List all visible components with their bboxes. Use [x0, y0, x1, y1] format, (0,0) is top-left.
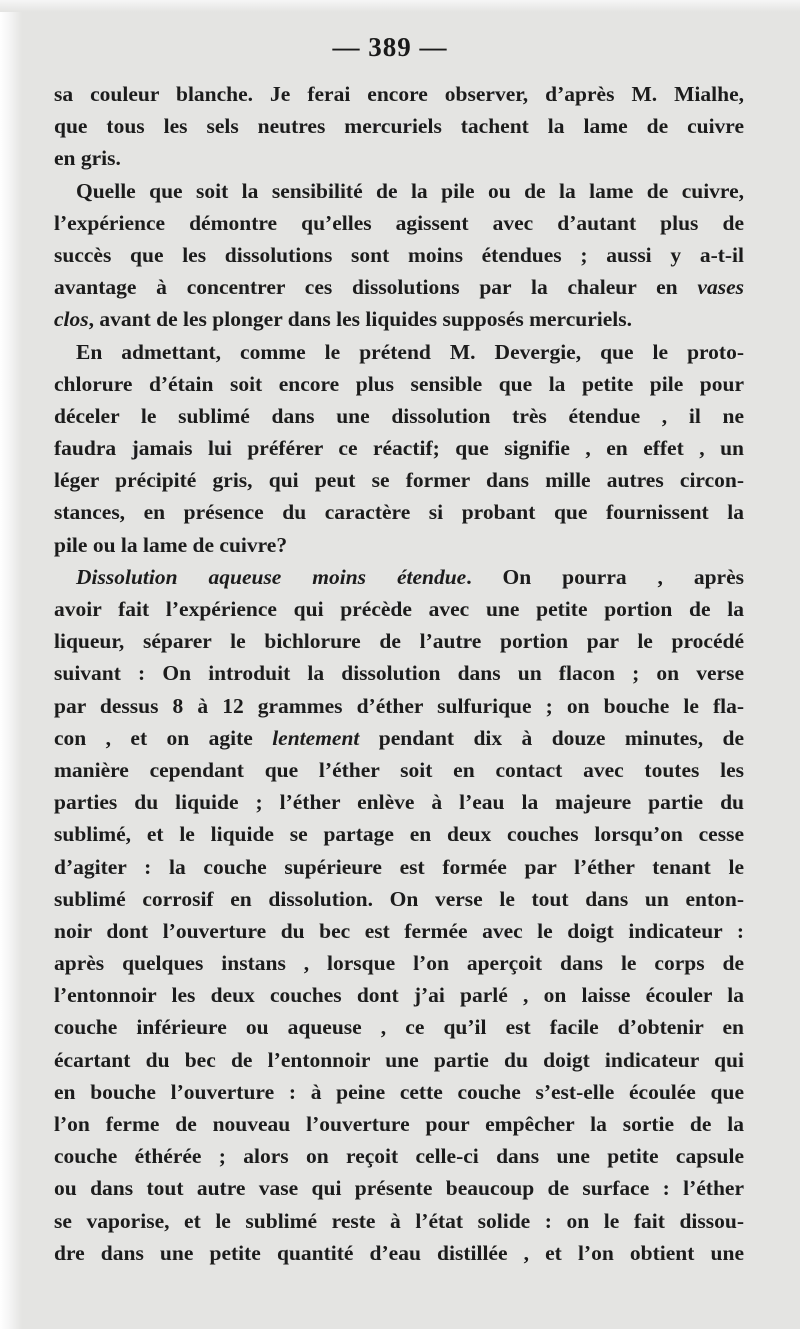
text-segment: déceler le sublimé dans une dissolution très étendue , il ne	[54, 403, 744, 428]
text-segment: noir dont l’ouverture du bec est fermée avec le doigt indicateur :	[54, 918, 744, 943]
text-line	[54, 786, 744, 818]
text-segment: dre dans une petite quantité d’eau distillée , et l’on obtient une	[54, 1240, 744, 1265]
text-line	[54, 1172, 744, 1204]
text-line	[54, 561, 744, 593]
text-segment: couche éthérée ; alors on reçoit celle-ci dans une petite capsule	[54, 1144, 744, 1169]
text-line	[54, 657, 744, 689]
text-segment: sublimé, et le liquide se partage en deux couches lorsqu’on cesse	[54, 822, 744, 847]
page-edge-left	[0, 0, 22, 1329]
text-line	[54, 947, 744, 979]
text-segment: Quelle que soit la sensibilité de la pile ou de la lame de cuivre,	[76, 178, 744, 203]
text-segment: léger précipité gris, qui peut se former dans mille autres circon-	[54, 468, 744, 493]
text-line	[54, 593, 744, 625]
italic-text: Dissolution aqueuse moins étendue	[76, 564, 467, 589]
text-segment: pile ou la lame de cuivre?	[54, 532, 288, 557]
text-segment: sublimé corrosif en dissolution. On verse le tout dans un enton-	[54, 886, 744, 911]
text-segment: chlorure d’étain soit encore plus sensible que la petite pile pour	[54, 371, 744, 396]
page-number: — 389 —	[332, 32, 448, 62]
text-line	[54, 851, 744, 883]
text-line	[54, 979, 744, 1011]
text-line	[54, 432, 744, 464]
text-line	[54, 722, 744, 754]
text-line	[54, 1108, 744, 1140]
text-line	[54, 239, 744, 271]
text-segment: ou dans tout autre vase qui présente beaucoup de surface : l’éther	[54, 1176, 744, 1201]
text-line	[54, 400, 744, 432]
text-segment: après quelques instans , lorsque l’on aperçoit dans le corps de	[54, 951, 744, 976]
text-segment: . On pourra , après	[466, 564, 744, 589]
text-segment: , avant de les plonger dans les liquides supposés mercuriels.	[88, 307, 632, 332]
text-line	[54, 883, 744, 915]
text-line	[54, 1044, 744, 1076]
text-line	[54, 690, 744, 722]
text-line	[54, 1140, 744, 1172]
text-line	[54, 754, 744, 786]
text-line	[54, 818, 744, 850]
text-segment: se vaporise, et le sublimé reste à l’état solide : on le fait dissou-	[54, 1208, 744, 1233]
text-segment: que tous les sels neutres mercuriels tachent la lame de cuivre	[54, 114, 744, 139]
text-segment: pendant dix à douze minutes, de	[359, 725, 744, 750]
text-line	[54, 625, 744, 657]
text-segment: l’expérience démontre qu’elles agissent avec d’autant plus de	[54, 210, 744, 235]
text-segment: d’agiter : la couche supérieure est formée par l’éther tenant le	[54, 854, 744, 879]
text-segment: parties du liquide ; l’éther enlève à l’eau la majeure partie du	[54, 790, 744, 815]
text-segment: avoir fait l’expérience qui précède avec une petite portion de la	[54, 597, 744, 621]
text-line	[54, 496, 744, 528]
text-segment: couche inférieure ou aqueuse , ce qu’il est facile d’obtenir en	[54, 1015, 744, 1040]
text-segment: sa couleur blanche. Je ferai encore observer, d’après M. Mialhe,	[54, 82, 744, 106]
text-segment: l’on ferme de nouveau l’ouverture pour empêcher la sortie de la	[54, 1112, 744, 1136]
text-line	[54, 336, 744, 368]
text-line	[54, 464, 744, 496]
text-line	[54, 1076, 744, 1108]
text-line	[54, 142, 744, 174]
text-line	[54, 915, 744, 947]
text-segment: faudra jamais lui préférer ce réactif; que signifie , en effet , un	[54, 436, 744, 461]
text-line	[54, 1237, 744, 1269]
text-segment: écartant du bec de l’entonnoir une partie du doigt indicateur qui	[54, 1047, 744, 1072]
text-segment: l’entonnoir les deux couches dont j’ai parlé , on laisse écouler la	[54, 983, 744, 1008]
body-text	[54, 78, 744, 1269]
page-edge-top	[0, 0, 800, 12]
text-segment: En admettant, comme le prétend M. Devergie, que le proto-	[76, 339, 744, 364]
italic-text: vases	[697, 275, 744, 300]
text-segment: en bouche l’ouverture : à peine cette couche s’est-elle écoulée que	[54, 1079, 744, 1104]
text-segment: con , et on agite	[54, 725, 273, 750]
text-line	[54, 110, 744, 142]
text-line	[54, 207, 744, 239]
text-segment: stances, en présence du caractère si probant que fournissent la	[54, 500, 744, 525]
text-line	[54, 1011, 744, 1043]
text-segment: suivant : On introduit la dissolution dans un flacon ; on verse	[54, 661, 744, 686]
text-segment: succès que les dissolutions sont moins étendues ; aussi y a-t-il	[54, 242, 744, 267]
text-segment: par dessus 8 à 12 grammes d’éther sulfurique ; on bouche le fla-	[54, 693, 744, 718]
text-line	[54, 1205, 744, 1237]
text-line	[54, 368, 744, 400]
text-line	[54, 271, 744, 303]
text-line	[54, 303, 744, 335]
text-segment: manière cependant que l’éther soit en contact avec toutes les	[54, 757, 744, 782]
text-line	[54, 529, 744, 561]
text-segment: en gris.	[54, 146, 121, 171]
italic-text: clos	[54, 307, 89, 332]
text-line	[54, 175, 744, 207]
text-line	[54, 78, 744, 110]
text-segment: liqueur, séparer le bichlorure de l’autre portion par le procédé	[54, 629, 744, 654]
italic-text: lentement	[272, 725, 360, 750]
text-segment: avantage à concentrer ces dissolutions par la chaleur en	[54, 275, 698, 300]
